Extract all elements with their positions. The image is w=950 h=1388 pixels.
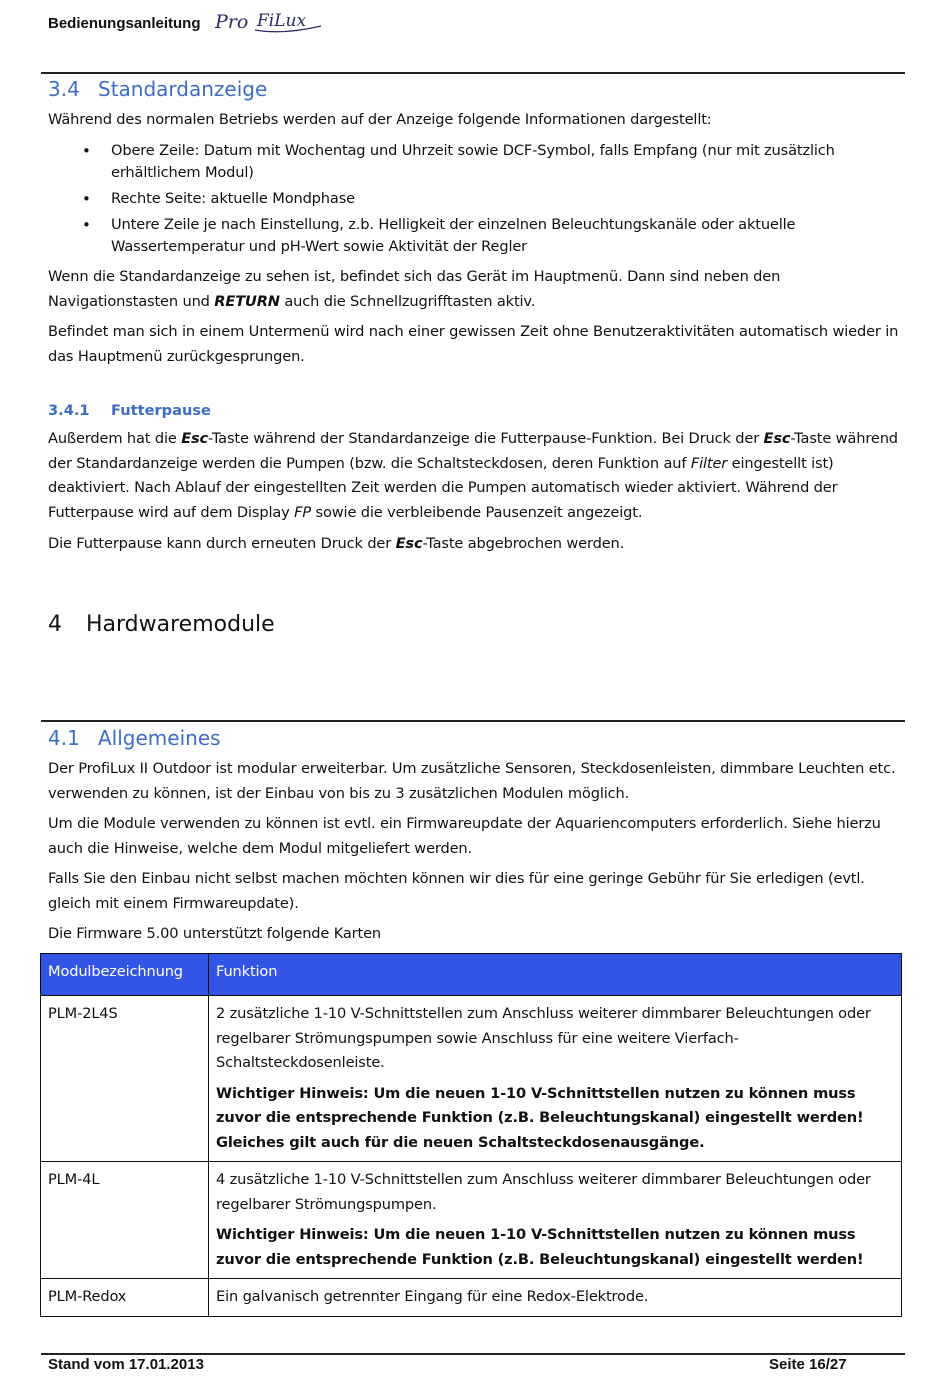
paragraph-modular: Der ProfiLux II Outdoor ist modular erweiterbar. Um zusätzliche Sensoren, Steckdosenleisten, dimmbare Leuchten etc. verwenden zu können, ist der Einbau von bis zu 3 zusätzlichen Modulen möglich. xyxy=(48,760,896,802)
section-heading-3-4 xyxy=(48,77,267,101)
text-run: -Taste während der Standardanzeige werden die Pumpen (bzw. die Schaltsteckdosen, deren Funktion auf xyxy=(48,430,898,472)
section-number: 3.4 xyxy=(48,77,80,101)
table-row xyxy=(41,1279,902,1317)
module-table xyxy=(40,953,902,1317)
text-run: Die Futterpause kann durch erneuten Druck der xyxy=(48,535,396,552)
footer-date: Stand vom 17.01.2013 xyxy=(48,1356,204,1373)
section-title: Futterpause xyxy=(111,402,211,419)
list-item: • Rechte Seite: aktuelle Mondphase xyxy=(48,188,868,210)
module-function xyxy=(209,996,902,1162)
paragraph-intro: Während des normalen Betriebs werden auf der Anzeige folgende Informationen dargestellt: xyxy=(48,111,712,128)
chapter-heading-4 xyxy=(48,612,275,637)
filter-label: Filter xyxy=(690,454,728,472)
paragraph-firmware-update: Um die Module verwenden zu können ist evtl. ein Firmwareupdate der Aquariencomputers erforderlich. Siehe hierzu auch die Hinweise, welche dem Modul mitgeliefert werden. xyxy=(48,815,881,857)
table-header-row xyxy=(41,954,902,996)
table-row xyxy=(41,1162,902,1279)
paragraph-submenu: Befindet man sich in einem Untermenü wird nach einer gewissen Zeit ohne Benutzeraktivitäten automatisch wieder in das Hauptmenü zurückgesprungen. xyxy=(48,323,899,365)
footer-rule xyxy=(41,1353,905,1355)
section-number: 4.1 xyxy=(48,726,80,750)
key-esc-label: Esc xyxy=(181,430,209,447)
paragraph-futterpause-cancel xyxy=(48,532,908,557)
module-name: PLM-Redox xyxy=(41,1279,209,1317)
text-run: sowie die verbleibende Pausenzeit angezeigt. xyxy=(311,503,643,521)
section-rule xyxy=(41,720,905,722)
text-run: -Taste abgebrochen werden. xyxy=(422,535,625,552)
table-row xyxy=(41,996,902,1162)
module-description: Ein galvanisch getrennter Eingang für eine Redox-Elektrode. xyxy=(216,1288,649,1305)
column-header-module: Modulbezeichnung xyxy=(41,954,209,996)
chapter-number: 4 xyxy=(48,612,62,637)
svg-text:FiLux: FiLux xyxy=(257,11,307,31)
text-run: Wenn die Standardanzeige zu sehen ist, befindet sich das Gerät im Hauptmenü. Dann sind neben den Navigationstasten und xyxy=(48,268,781,310)
column-header-function: Funktion xyxy=(209,954,902,996)
text-run: auch die Schnellzugrifftasten aktiv. xyxy=(279,292,536,310)
svg-text:Pro: Pro xyxy=(215,11,249,33)
section-heading-4-1 xyxy=(48,726,221,750)
paragraph-installation: Falls Sie den Einbau nicht selbst machen möchten können wir dies für eine geringe Gebühr für Sie erledigen (evtl. gleich mit einem Firmwareupdate). xyxy=(48,870,865,912)
footer-page-number: Seite 16/27 xyxy=(769,1356,847,1373)
fp-label: FP xyxy=(294,503,312,521)
chapter-title: Hardwaremodule xyxy=(86,612,275,637)
document-header-title: Bedienungsanleitung xyxy=(48,15,201,32)
list-item: • Untere Zeile je nach Einstellung, z.b. Helligkeit der einzelnen Beleuchtungskanäle oder aktuelle Wassertemperatur und pH-Wert sowie Aktivität der Regler xyxy=(48,214,868,258)
text-run: eingestellt ist) deaktiviert. Nach Ablauf der eingestellten Zeit werden die Pumpen automatisch wieder aktiviert. Während der Futterpause wird auf dem Display xyxy=(48,454,838,521)
section-number: 3.4.1 xyxy=(48,402,90,419)
section-title: Allgemeines xyxy=(98,726,221,750)
bullet-list xyxy=(48,140,868,262)
module-note: Wichtiger Hinweis: Um die neuen 1-10 V-Schnittstellen nutzen zu können muss zuvor die entsprechende Funktion (z.B. Beleuchtungskanal) eingestellt werden! xyxy=(216,1226,864,1268)
section-heading-3-4-1 xyxy=(48,402,211,419)
key-return-label: RETURN xyxy=(214,292,280,310)
paragraph-futterpause xyxy=(48,427,910,525)
header-rule xyxy=(41,72,905,74)
text-run: Außerdem hat die xyxy=(48,430,182,447)
module-name: PLM-4L xyxy=(41,1162,209,1279)
key-esc-label: Esc xyxy=(395,535,423,552)
module-function xyxy=(209,1279,902,1317)
module-description: 4 zusätzliche 1-10 V-Schnittstellen zum Anschluss weiterer dimmbarer Beleuchtungen oder regelbarer Strömungspumpen. xyxy=(216,1171,871,1213)
module-function xyxy=(209,1162,902,1279)
module-description: 2 zusätzliche 1-10 V-Schnittstellen zum Anschluss weiterer dimmbarer Beleuchtungen oder regelbarer Strömungspumpen sowie Anschluss für eine weitere Vierfach-Schaltsteckdosenleiste. xyxy=(216,1005,871,1071)
section-title: Standardanzeige xyxy=(98,77,268,101)
paragraph-firmware-cards: Die Firmware 5.00 unterstützt folgende Karten xyxy=(48,925,382,942)
text-run: -Taste während der Standardanzeige die Futterpause-Funktion. Bei Druck der xyxy=(208,430,764,447)
key-esc-label: Esc xyxy=(763,430,791,447)
list-item: • Obere Zeile: Datum mit Wochentag und Uhrzeit sowie DCF-Symbol, falls Empfang (nur mit zusätzlich erhältlichem Modul) xyxy=(48,140,868,184)
paragraph-main-menu xyxy=(48,265,908,314)
module-name: PLM-2L4S xyxy=(41,996,209,1162)
profilux-logo xyxy=(213,6,325,36)
module-note: Wichtiger Hinweis: Um die neuen 1-10 V-Schnittstellen nutzen zu können muss zuvor die entsprechende Funktion (z.B. Beleuchtungskanal) eingestellt werden! Gleiches gilt auch für die neuen Schaltsteckdosenausgänge. xyxy=(216,1084,864,1151)
